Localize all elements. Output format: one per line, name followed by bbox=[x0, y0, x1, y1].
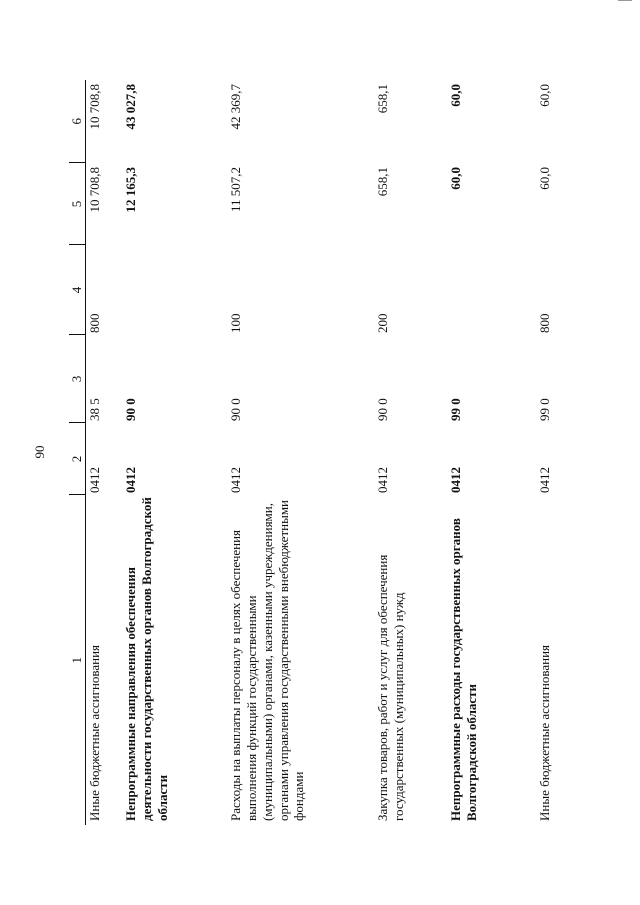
header-cell-6: 6 bbox=[69, 80, 86, 163]
header-row bbox=[69, 80, 86, 825]
row-value-5: 60,0 bbox=[537, 167, 552, 190]
row-code: 0412 bbox=[375, 467, 390, 493]
row-value-6: 42 369,7 bbox=[228, 84, 243, 130]
budget-table-rotated bbox=[69, 80, 609, 825]
row-value-5: 12 165,3 bbox=[123, 167, 138, 213]
table-row bbox=[86, 80, 108, 825]
table-row bbox=[434, 80, 523, 825]
header-cell-2: 2 bbox=[69, 423, 86, 495]
row-type bbox=[434, 245, 523, 335]
row-name: Иные бюджетные ассигнования bbox=[87, 644, 102, 821]
row-value-6: 10 708,8 bbox=[87, 84, 102, 130]
row-code: 0412 bbox=[87, 467, 102, 493]
table-row bbox=[212, 80, 361, 825]
row-code: 0412 bbox=[123, 467, 138, 493]
row-name: Закупка товаров, работ и услуг для обеспечения государственных (муниципальных) нужд bbox=[375, 554, 406, 821]
row-name: Иные бюджетные ассигнования bbox=[537, 644, 552, 821]
row-type: 800 bbox=[87, 313, 102, 333]
row-value-5: 60,0 bbox=[448, 167, 463, 190]
row-name: Непрограммные расходы государственных органов Волгоградской области bbox=[448, 518, 479, 821]
table-row bbox=[107, 80, 212, 825]
row-value-6: 658,1 bbox=[375, 84, 390, 114]
row-article: 90 0 bbox=[375, 398, 390, 421]
row-type: 100 bbox=[228, 313, 243, 333]
table-row bbox=[361, 80, 434, 825]
row-value-5: 10 708,8 bbox=[87, 167, 102, 213]
table-row bbox=[523, 80, 568, 825]
header-cell-4: 4 bbox=[69, 245, 86, 335]
scan-corner-mark bbox=[618, 0, 632, 1]
row-value-6: 43 027,8 bbox=[123, 84, 138, 130]
row-article: 90 0 bbox=[123, 398, 138, 421]
header-cell-1: 1 bbox=[69, 495, 86, 825]
row-name: Расходы на выплаты персоналу в целях обеспечения выполнения функций государственными (муниципальными) органами, казенными учреждениями, органами управления государственными внебюджетными фондами bbox=[228, 499, 307, 821]
row-article: 99 0 bbox=[537, 398, 552, 421]
row-article: 99 0 bbox=[448, 398, 463, 421]
budget-table bbox=[69, 80, 568, 825]
row-article: 90 0 bbox=[228, 398, 243, 421]
page-number: 90 bbox=[32, 445, 47, 459]
row-value-5: 658,1 bbox=[375, 167, 390, 197]
header-cell-5: 5 bbox=[69, 163, 86, 245]
row-value-5: 11 507,2 bbox=[228, 167, 243, 213]
header-cell-3: 3 bbox=[69, 335, 86, 423]
row-code: 0412 bbox=[448, 467, 463, 493]
row-code: 0412 bbox=[228, 467, 243, 493]
row-article: 38 5 bbox=[87, 398, 102, 421]
row-name: Непрограммные направления обеспечения деятельности государственных органов Волгоградской области bbox=[123, 497, 170, 821]
row-code: 0412 bbox=[537, 467, 552, 493]
row-type bbox=[107, 245, 212, 335]
row-value-6: 60,0 bbox=[537, 84, 552, 107]
row-type: 200 bbox=[375, 313, 390, 333]
row-value-6: 60,0 bbox=[448, 84, 463, 107]
row-type: 800 bbox=[537, 313, 552, 333]
